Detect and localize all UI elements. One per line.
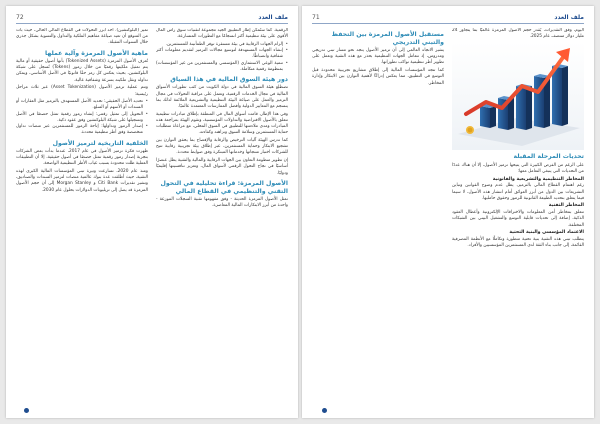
list-item: • تنمية الوعي الاستثماري (المؤسسي والمستثمرين من غير المؤسسات) بمنظومة رقمية متكاملة. bbox=[156, 61, 288, 73]
list-item: • تحديد الأصل الحقيقي: تحديد الأصل المستهدف بالترميز مثل العقارات أو السندات أو الأسهم أو السلع. bbox=[16, 99, 148, 111]
paragraph: على الرغم من الفرص الكبيرة التي يتيحها ترميز الأصول، إلا أن هناك عددًا من التحديات التي ينبغي التعامل معها: bbox=[452, 162, 584, 174]
paragraph: الرقمية. كما ستُمكّن إطار التطبيق الجيد مجموعة لتقنيات سوق رأس المال الأقوى على بيئة تنظيمية أكثر انسجامًا مع التطورات المتسارعة. bbox=[156, 28, 288, 40]
list-item: • إنشاء الجهات المستهدفة لتوسيع مجالات الترميز لتقديم معلومات أكثر شفافية وانضباطًا. bbox=[156, 48, 288, 60]
list-item: • إلزام الجهات الرقابية في بيئة مستقرة توفر الطمأنينة للمستثمرين. bbox=[156, 42, 288, 48]
page-left bbox=[6, 6, 298, 418]
header-title: ملف العدد bbox=[258, 14, 288, 21]
section-heading: ماهية الأصول المرمزة وآلية عملها bbox=[45, 49, 148, 57]
paragraph: تمثل الأصول المرمزة الحديثة - وفق مفهومها تقنية السجلات الموزعة - واحدة من أبرز الابتكارات المالية المعاصرة. bbox=[156, 196, 288, 209]
bullet-list bbox=[16, 99, 148, 136]
section-heading: الخلفية التاريخية لترميز الأصول bbox=[52, 139, 148, 147]
header-title: ملف العدد bbox=[554, 14, 584, 21]
column-left bbox=[16, 28, 148, 406]
page-number: 71 bbox=[312, 14, 320, 21]
bullet-list bbox=[156, 42, 288, 73]
section-heading: تحديات المرحلة المقبلة bbox=[513, 153, 584, 161]
sub-heading: المخاطر التنظيمية والتشريعية والقانونية bbox=[492, 176, 584, 182]
section-heading: مستقبل الأصول المرمزة بين التحفظ والتبني التدريجي bbox=[331, 31, 444, 46]
paragraph: يتطلب تبني هذه التقنية بنية تحتية متطورة وتكاملًا مع الأنظمة المصرفية القائمة، إلى جانب بناء الثقة لدى المستثمرين المؤسسيين والأفراد. bbox=[452, 237, 584, 249]
sub-heading: الاعتماد المؤسسي والبنية التحتية bbox=[509, 230, 584, 236]
paragraph: وتتم عملية ترميز الأصول (Asset Tokenization) عبر ثلاث مراحل رئيسية: bbox=[16, 85, 148, 97]
paragraph: ظهرت فكرة ترميز الأصول في عام 2017، عندما بدأت بعض الشركات بتجربة إصدار رموز رقمية تمثل حصصًا في أصول حقيقية، إلا أن التطبيقات العملية ظلت محدودة بسبب غياب الأطر التنظيمية الواضحة. bbox=[16, 148, 148, 167]
section-heading: دور هيئة السوق المالية في هذا السياق bbox=[170, 76, 288, 84]
list-item: • إصدار الرموز وتداولها: إتاحة الرموز للمستثمرين عبر منصات تداول متخصصة وفق أطر تنظيمية محددة. bbox=[16, 124, 148, 136]
section-heading: الأصول المرمزة: قراءة تحليلية في التحول التقني والتنظيمي في القطاع المالي bbox=[160, 179, 288, 195]
paragraph: تُعرف الأصول المرمزة (Tokenized Assets) بأنها أصول حقيقية أو مالية يتم تمثيل ملكيتها رقميًا من خلال رموز (Tokens) تُسجل على شبكة البلوكتشين، بحيث يعكس كل رمز حقًا قانونيًا في الأصل الأساسي، ويمكن تداوله ونقل ملكيته بسرعة وشفافية عالية. bbox=[16, 58, 148, 83]
paragraph: كما تتجه المؤسسات المالية إلى إطلاق مشاريع تجريبية محدودة قبل التوسع في التطبيق، مما يعكس إدراكًا لأهمية التوازن بين الابتكار وإدارة المخاطر. bbox=[312, 68, 444, 86]
paragraph: تميز (البلوكتشين). أحد أبرز التحولات في القطاع المالي الحالي، حيث بات من المتوقع أن تعيد صياغة مفاهيم الملكية والتداول والتسوية بشكل جذري خلال السنوات المقبلة. bbox=[16, 28, 148, 46]
paragraph: ومنذ عام 2020، تسارعت وتيرة تبني المؤسسات المالية الكبرى لهذه التقنية، حيث أطلقت عدة بنوك عالمية منصات لترميز السندات والصناديق، وتشير تقديرات Citi Bank و Morgan Stanley إلى أن حجم الأصول المرمزة قد يصل إلى تريليونات الدولارات بحلول عام 2030. bbox=[16, 168, 148, 193]
column-left bbox=[312, 28, 444, 406]
column-right bbox=[452, 28, 584, 406]
paragraph: كما تدرس الهيئة آليات الترخيص والرقابة والإفصاح بما يحقق التوازن بين تشجيع الابتكار وحماية المستثمرين، عبر إطلاق بيئة تجريبية رقابية تتيح للشركات اختبار منتجاتها وخدماتها المبتكرة وفق ضوابط محددة. bbox=[156, 138, 288, 156]
paragraph: تتعلق بمخاطر أمن المعلومات والاختراقات الإلكترونية وأعطال العقود الذكية، إضافة إلى تحديات قابلية التوسع والتشغيل البيني بين الشبكات المختلفة. bbox=[452, 210, 584, 228]
page-header bbox=[16, 14, 288, 24]
page-footer-dot bbox=[24, 408, 29, 413]
growth-chart-icon bbox=[452, 42, 584, 150]
page-number: 72 bbox=[16, 14, 24, 21]
paragraph: رغم اهتمام القطاع المالي بالترميز، يظل عدم وضوح القوانين وتباين التشريعات بين الدول من أبرز العوائق أمام انتشار هذه الأصول، لا سيما فيما يتعلق بتحديد الطبيعة القانونية للرموز وحقوق حامليها. bbox=[452, 183, 584, 201]
page-footer-dot bbox=[322, 408, 327, 413]
column-right bbox=[156, 28, 288, 406]
paragraph: إن تطوير منظومة التعاون بين الجهات الرقابية والمالية والتقنية يظل عنصرًا أساسيًا في نجاح التحول الرقمي لأسواق المال، وتعزيز تنافسيتها إقليميًا ودوليًا. bbox=[156, 158, 288, 176]
header-rule bbox=[16, 23, 288, 24]
sub-heading: المخاطر التقنية bbox=[548, 203, 584, 209]
header-rule bbox=[312, 23, 584, 24]
growth-chart-illustration bbox=[452, 42, 584, 150]
page-right bbox=[302, 6, 594, 418]
paragraph: يشير الاتجاه العالمي إلى أن ترميز الأصول يتجه نحو مسار تبني تدريجي ومدروس، إذ تتعامل الجهات التنظيمية بحذر مع هذه التقنية وتعمل على تطوير أطر تنظيمية تواكب تطوراتها. bbox=[312, 48, 444, 66]
paragraph: وفي هذا الإطار، قامت أسواق المال في المنطقة بإطلاق مبادرات تنظيمية تتعلق بالأصول الافتراضية والتداولات المؤسسية، وتقوم الهيئة بمراجعة هذه المبادرات ومدى ملاءمتها للتطبيق في السوق المحلي، مع مراعاة متطلبات حماية المستثمرين وسلامة السوق ونزاهته وكفاءته. bbox=[156, 111, 288, 136]
list-item: • التحويل إلى تمثيل رقمي: إنشاء رموز رقمية تمثل حصصًا في الأصل وتسجيلها على شبكة البلوكتشين وفق عقود ذكية. bbox=[16, 112, 148, 124]
paragraph: تضطلع هيئة السوق المالية في دولة الكويت من كثب تطورات الأسواق المالية في مجال الخدمات الرقمية، وتعمل على مراقبة التحولات في مجال الترميز والعمل على صياغة البيئة التنظيمية والتشريعية الملائمة لذلك بما ينسجم مع المعايير الدولية وأفضل الممارسات المعتمدة عالميًا. bbox=[156, 85, 288, 109]
page-header bbox=[312, 14, 584, 24]
paragraph: اليوم، وفق التقديرات، يُقدر حجم الأصول المرمزة عالميًا بما يتجاوز 24 مليار دولار منتصف عام 2025. bbox=[452, 28, 584, 40]
